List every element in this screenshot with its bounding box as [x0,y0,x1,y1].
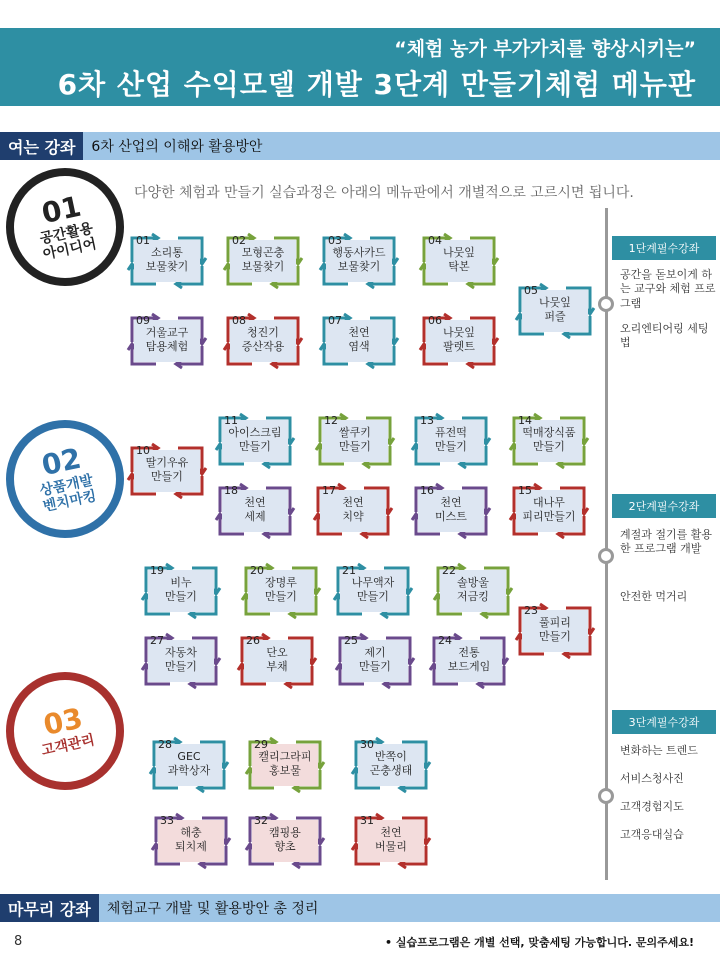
menu-item-number: 18 [224,484,238,497]
menu-item-number: 17 [322,484,336,497]
section-number: 01 [38,189,84,230]
menu-item [126,442,208,500]
menu-item [508,482,590,540]
menu-item-label: 비누 만들기 [148,570,214,612]
menu-item [150,812,232,870]
closing-text: 체험교구 개발 및 활용방안 총 정리 [99,894,720,922]
footer-note: • 실습프로그램은 개별 선택, 맞춤세팅 가능합니다. 문의주세요! [385,936,695,949]
header-banner [0,28,720,106]
menu-item-label: 소리통 보물찾기 [134,240,200,282]
menu-item [350,736,432,794]
closing-label: 마무리 강좌 [0,894,99,922]
timeline-dot [598,296,614,312]
timeline-dot [598,788,614,804]
menu-item [432,562,514,620]
menu-item [222,312,304,370]
menu-item-label: 천연 세제 [222,490,288,532]
section-01-badge [0,157,135,297]
menu-item-label: 청진기 증산작용 [230,320,296,362]
menu-item-label: 천연 버물리 [358,820,424,862]
menu-item [508,412,590,470]
timeline-dot [598,548,614,564]
menu-item-label: 거울교구 탐용체험 [134,320,200,362]
step-3-line-1: 변화하는 트렌드 [620,744,698,757]
menu-item-number: 25 [344,634,358,647]
menu-item-label: 캘리그라피 홍보물 [252,744,318,786]
menu-item [222,232,304,290]
menu-item-number: 10 [136,444,150,457]
menu-item-number: 28 [158,738,172,751]
menu-item-number: 26 [246,634,260,647]
intro-text: 다양한 체험과 만들기 실습과정은 아래의 메뉴판에서 개별적으로 고르시면 됩니다. [134,185,634,201]
menu-item [236,632,318,690]
menu-item-label: 쌀쿠키 만들기 [322,420,388,462]
section-name: 고객관리 [39,732,97,760]
step-1-line-2: 오리엔티어링 세팅 법 [620,322,709,350]
menu-item-label: GEC 과학상자 [156,744,222,786]
section-number: 03 [40,701,86,742]
menu-item-label: 전통 보드게임 [436,640,502,682]
menu-item [334,632,416,690]
menu-item-number: 06 [428,314,442,327]
step-1-tag: 1단계필수강좌 [612,236,716,260]
page-number: 8 [14,934,23,949]
menu-item [240,562,322,620]
header-title: 6차 산업 수익모델 개발 3단계 만들기체험 메뉴판 [57,68,696,101]
opening-lecture-bar [0,132,720,160]
opening-label: 여는 강좌 [0,132,83,160]
menu-item-number: 30 [360,738,374,751]
menu-item [140,562,222,620]
menu-item-label: 천연 치약 [320,490,386,532]
menu-item [214,482,296,540]
menu-item-number: 05 [524,284,538,297]
menu-item [244,736,326,794]
closing-lecture-bar [0,894,720,922]
menu-item-number: 32 [254,814,268,827]
menu-item-label: 해충 퇴치제 [158,820,224,862]
step-1-line-1: 공간을 돋보이게 하는 교구와 체험 프로그램 [620,268,716,310]
header-subtitle: “체험 농가 부가가치를 향상시키는” [394,38,696,60]
menu-item-label: 나뭇잎 퍼즐 [522,290,588,332]
menu-item-number: 31 [360,814,374,827]
menu-item-label: 나무액자 만들기 [340,570,406,612]
menu-item-number: 33 [160,814,174,827]
menu-item-number: 01 [136,234,150,247]
menu-item [126,312,208,370]
menu-item-label: 나뭇잎 팔렛트 [426,320,492,362]
section-02-badge [0,409,135,549]
menu-item-label: 단오 부채 [244,640,310,682]
menu-item-label: 풀피리 만들기 [522,610,588,652]
menu-item [428,632,510,690]
menu-item-number: 27 [150,634,164,647]
step-2-line-1: 계절과 절기를 활용한 프로그램 개발 [620,528,713,556]
step-2-line-2: 안전한 먹거리 [620,590,688,603]
menu-item-number: 29 [254,738,268,751]
menu-item-number: 19 [150,564,164,577]
menu-item [514,602,596,660]
menu-item-number: 23 [524,604,538,617]
menu-item-number: 04 [428,234,442,247]
menu-item-number: 20 [250,564,264,577]
menu-item-label: 장명루 만들기 [248,570,314,612]
section-number: 02 [38,441,84,482]
menu-item-number: 11 [224,414,238,427]
step-2-tag: 2단계필수강좌 [612,494,716,518]
menu-item-number: 08 [232,314,246,327]
step-3-line-2: 서비스청사진 [620,772,684,785]
menu-item [140,632,222,690]
menu-item [318,232,400,290]
menu-item-number: 21 [342,564,356,577]
menu-item-label: 떡매장식품 만들기 [516,420,582,462]
menu-item-label: 딸기우유 만들기 [134,450,200,492]
menu-item-label: 아이스크림 만들기 [222,420,288,462]
menu-item [332,562,414,620]
menu-item [410,482,492,540]
step-3-line-3: 고객경험지도 [620,800,684,813]
menu-item [312,482,394,540]
menu-item [418,312,500,370]
menu-item-label: 반쪽이 곤충생태 [358,744,424,786]
menu-item-label: 자동차 만들기 [148,640,214,682]
menu-item-label: 모형곤충 보물찾기 [230,240,296,282]
menu-item-label: 캠핑용 향초 [252,820,318,862]
menu-item-number: 12 [324,414,338,427]
menu-item-number: 14 [518,414,532,427]
menu-item-number: 15 [518,484,532,497]
menu-item-number: 02 [232,234,246,247]
menu-item [418,232,500,290]
menu-item-number: 03 [328,234,342,247]
step-3-tag: 3단계필수강좌 [612,710,716,734]
menu-item [410,412,492,470]
section-name: 공간활용 아이디어 [38,220,98,263]
menu-item [148,736,230,794]
menu-item-label: 천연 미스트 [418,490,484,532]
menu-item-number: 09 [136,314,150,327]
menu-item [318,312,400,370]
menu-item-number: 16 [420,484,434,497]
menu-item-label: 대나무 피리만들기 [516,490,582,532]
menu-item [350,812,432,870]
opening-text: 6차 산업의 이해와 활용방안 [83,132,720,160]
menu-item-label: 제기 만들기 [342,640,408,682]
menu-item [214,412,296,470]
section-03-badge [0,661,135,801]
menu-item [126,232,208,290]
menu-item-label: 나뭇잎 탁본 [426,240,492,282]
menu-item-number: 24 [438,634,452,647]
step-3-line-4: 고객응대실습 [620,828,684,841]
menu-item [244,812,326,870]
menu-item-label: 천연 염색 [326,320,392,362]
menu-item-number: 22 [442,564,456,577]
menu-item-number: 07 [328,314,342,327]
menu-item [314,412,396,470]
menu-item-label: 솔방울 저금킹 [440,570,506,612]
menu-item-number: 13 [420,414,434,427]
menu-item-label: 행동사카드 보물찾기 [326,240,392,282]
menu-item [514,282,596,340]
menu-item-label: 퓨전떡 만들기 [418,420,484,462]
section-name: 상품개발 벤치마킹 [38,472,98,515]
